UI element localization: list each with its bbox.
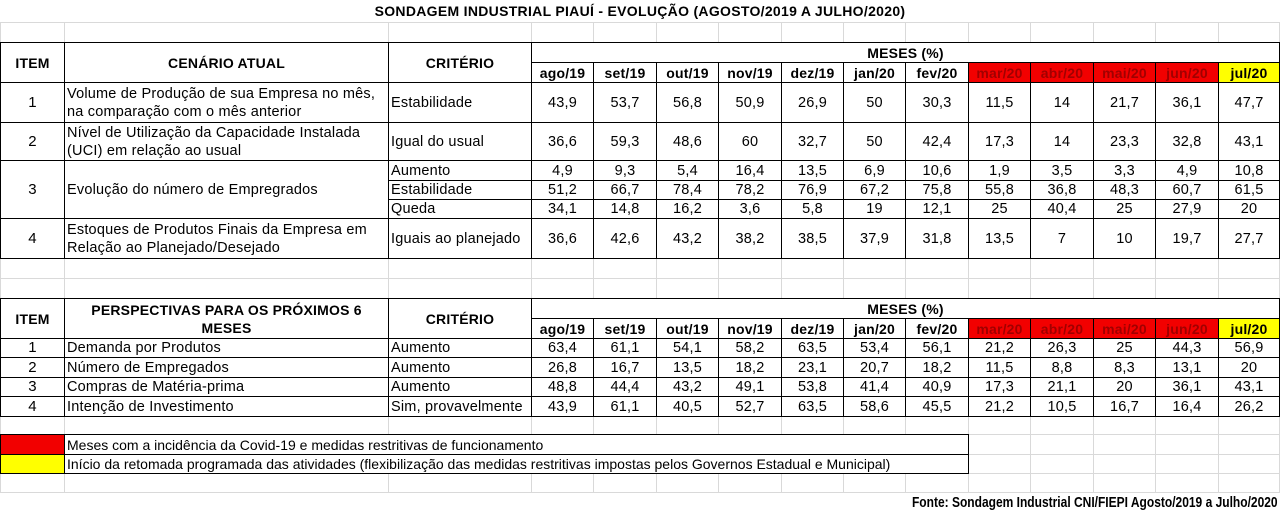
table1-item-number: 1 xyxy=(0,82,65,123)
table2-month-header: set/19 xyxy=(593,318,657,339)
table2-value-cell: 36,1 xyxy=(1155,377,1219,397)
table2-value-cell: 58,6 xyxy=(843,396,906,417)
table1-header-scenario-line: CENÁRIO ATUAL xyxy=(168,54,285,71)
table2-value-cell: 13,1 xyxy=(1155,357,1219,378)
table1-criterion-cell: Aumento xyxy=(388,160,532,181)
table1-value-cell: 27,7 xyxy=(1218,218,1280,259)
table2-value-cell: 20,7 xyxy=(843,357,906,378)
table1-criterion-cell: Iguais ao planejado xyxy=(388,218,532,259)
table2-value-cell: 63,5 xyxy=(781,396,844,417)
table1-value-cell: 55,8 xyxy=(968,180,1031,200)
table2-criterion-cell: Aumento xyxy=(388,338,532,358)
table1-value-cell: 14 xyxy=(1030,122,1094,161)
table2-value-cell: 20 xyxy=(1218,357,1280,378)
table1-month-header: jan/20 xyxy=(843,62,906,83)
table2-value-cell: 58,2 xyxy=(718,338,782,358)
table1-value-cell: 61,5 xyxy=(1218,180,1280,200)
table1-value-cell: 10 xyxy=(1093,218,1156,259)
table2-value-cell: 11,5 xyxy=(968,357,1031,378)
table1-item-number: 3 xyxy=(0,160,65,219)
table1-value-cell: 67,2 xyxy=(843,180,906,200)
table2-month-header: nov/19 xyxy=(718,318,782,339)
table1-scenario-line: Volume de Produção de sua Empresa no mês, xyxy=(67,85,376,102)
table1-value-cell: 20 xyxy=(1218,199,1280,219)
table1-header-criterion: CRITÉRIO xyxy=(388,42,532,83)
table2-header-scenario-line: PERSPECTIVAS PARA OS PRÓXIMOS 6 xyxy=(91,301,362,318)
table1-value-cell: 1,9 xyxy=(968,160,1031,181)
table1-value-cell: 17,3 xyxy=(968,122,1031,161)
table1-value-cell: 26,9 xyxy=(781,82,844,123)
table1-value-cell: 48,3 xyxy=(1093,180,1156,200)
table1-value-cell: 25 xyxy=(1093,199,1156,219)
table2-value-cell: 20 xyxy=(1093,377,1156,397)
table1-value-cell: 48,6 xyxy=(656,122,719,161)
table1-criterion-cell: Queda xyxy=(388,199,532,219)
table2-value-cell: 17,3 xyxy=(968,377,1031,397)
table2-value-cell: 40,9 xyxy=(905,377,969,397)
table2-value-cell: 16,4 xyxy=(1155,396,1219,417)
table2-value-cell: 53,4 xyxy=(843,338,906,358)
table1-value-cell: 38,5 xyxy=(781,218,844,259)
table1-value-cell: 34,1 xyxy=(531,199,594,219)
table1-value-cell: 37,9 xyxy=(843,218,906,259)
table2-value-cell: 16,7 xyxy=(1093,396,1156,417)
table1-value-cell: 43,9 xyxy=(531,82,594,123)
legend-text: Início da retomada programada das atividades (flexibilização das medidas restritivas impostas pelos Governos Estadual e Municipal) xyxy=(64,454,969,474)
table2-item-number: 4 xyxy=(0,396,65,417)
table2-month-header: abr/20 xyxy=(1030,318,1094,339)
table1-value-cell: 27,9 xyxy=(1155,199,1219,219)
table2-value-cell: 41,4 xyxy=(843,377,906,397)
table1-value-cell: 25 xyxy=(968,199,1031,219)
legend-swatch xyxy=(0,454,65,474)
table2-value-cell: 53,8 xyxy=(781,377,844,397)
table2-scenario-cell xyxy=(64,377,389,397)
table1-value-cell: 36,6 xyxy=(531,218,594,259)
table1-scenario-cell xyxy=(64,218,389,259)
table2-value-cell: 26,3 xyxy=(1030,338,1094,358)
table2-value-cell: 13,5 xyxy=(656,357,719,378)
table1-value-cell: 4,9 xyxy=(531,160,594,181)
table1-header-months: MESES (%) xyxy=(531,42,1280,63)
table1-value-cell: 47,7 xyxy=(1218,82,1280,123)
table2-month-header: dez/19 xyxy=(781,318,844,339)
table1-value-cell: 10,6 xyxy=(905,160,969,181)
table2-value-cell: 61,1 xyxy=(593,396,657,417)
table1-value-cell: 51,2 xyxy=(531,180,594,200)
table1-value-cell: 14 xyxy=(1030,82,1094,123)
table1-month-header: mai/20 xyxy=(1093,62,1156,83)
table1-criterion-cell: Estabilidade xyxy=(388,180,532,200)
table1-value-cell: 30,3 xyxy=(905,82,969,123)
table1-scenario-cell xyxy=(64,82,389,123)
table1-value-cell: 59,3 xyxy=(593,122,657,161)
table1-criterion-cell: Igual do usual xyxy=(388,122,532,161)
table1-value-cell: 36,6 xyxy=(531,122,594,161)
table2-value-cell: 44,4 xyxy=(593,377,657,397)
table1-value-cell: 3,5 xyxy=(1030,160,1094,181)
table2-header-criterion: CRITÉRIO xyxy=(388,298,532,339)
table1-month-header: nov/19 xyxy=(718,62,782,83)
table1-value-cell: 66,7 xyxy=(593,180,657,200)
table1-month-header: fev/20 xyxy=(905,62,969,83)
table2-item-number: 3 xyxy=(0,377,65,397)
table2-value-cell: 23,1 xyxy=(781,357,844,378)
table1-month-header: jun/20 xyxy=(1155,62,1219,83)
table1-value-cell: 60 xyxy=(718,122,782,161)
table1-value-cell: 3,3 xyxy=(1093,160,1156,181)
table1-value-cell: 42,4 xyxy=(905,122,969,161)
table1-value-cell: 50 xyxy=(843,122,906,161)
table1-month-header: abr/20 xyxy=(1030,62,1094,83)
table2-month-header: out/19 xyxy=(656,318,719,339)
table1-month-header: jul/20 xyxy=(1218,62,1280,83)
table1-value-cell: 43,1 xyxy=(1218,122,1280,161)
table2-value-cell: 21,2 xyxy=(968,396,1031,417)
table1-item-number: 2 xyxy=(0,122,65,161)
table1-value-cell: 56,8 xyxy=(656,82,719,123)
table1-header-scenario xyxy=(64,42,389,83)
table1-value-cell: 36,8 xyxy=(1030,180,1094,200)
table2-scenario-line: Intenção de Investimento xyxy=(67,398,234,415)
table1-value-cell: 78,4 xyxy=(656,180,719,200)
table1-value-cell: 16,4 xyxy=(718,160,782,181)
table1-value-cell: 7 xyxy=(1030,218,1094,259)
table2-value-cell: 63,4 xyxy=(531,338,594,358)
table1-value-cell: 40,4 xyxy=(1030,199,1094,219)
table2-header-months: MESES (%) xyxy=(531,298,1280,319)
table1-month-header: mar/20 xyxy=(968,62,1031,83)
table2-value-cell: 56,9 xyxy=(1218,338,1280,358)
table2-value-cell: 49,1 xyxy=(718,377,782,397)
table1-value-cell: 16,2 xyxy=(656,199,719,219)
table2-month-header: jun/20 xyxy=(1155,318,1219,339)
table2-value-cell: 18,2 xyxy=(718,357,782,378)
table1-value-cell: 60,7 xyxy=(1155,180,1219,200)
source-note: Fonte: Sondagem Industrial CNI/FIEPI Agosto/2019 a Julho/2020 xyxy=(911,493,1278,511)
table1-value-cell: 75,8 xyxy=(905,180,969,200)
table1-scenario-line: Evolução do número de Empregrados xyxy=(67,181,318,198)
table1-value-cell: 32,8 xyxy=(1155,122,1219,161)
table1-value-cell: 9,3 xyxy=(593,160,657,181)
table2-value-cell: 21,1 xyxy=(1030,377,1094,397)
table1-month-header: set/19 xyxy=(593,62,657,83)
table2-value-cell: 8,8 xyxy=(1030,357,1094,378)
table1-value-cell: 14,8 xyxy=(593,199,657,219)
table2-month-header: mai/20 xyxy=(1093,318,1156,339)
table1-scenario-line: Nível de Utilização da Capacidade Instalada xyxy=(67,124,361,141)
table1-month-header: out/19 xyxy=(656,62,719,83)
table1-value-cell: 43,2 xyxy=(656,218,719,259)
table1-value-cell: 11,5 xyxy=(968,82,1031,123)
table1-value-cell: 12,1 xyxy=(905,199,969,219)
table2-scenario-cell xyxy=(64,396,389,417)
table1-value-cell: 19,7 xyxy=(1155,218,1219,259)
table2-value-cell: 45,5 xyxy=(905,396,969,417)
table2-value-cell: 43,2 xyxy=(656,377,719,397)
table1-value-cell: 13,5 xyxy=(968,218,1031,259)
legend-text: Meses com a incidência da Covid-19 e medidas restritivas de funcionamento xyxy=(64,434,969,455)
table1-value-cell: 5,4 xyxy=(656,160,719,181)
table2-value-cell: 26,8 xyxy=(531,357,594,378)
table1-scenario-line: Estoques de Produtos Finais da Empresa em xyxy=(67,221,367,238)
report-title: SONDAGEM INDUSTRIAL PIAUÍ - EVOLUÇÃO (AGOSTO/2019 A JULHO/2020) xyxy=(0,0,1280,22)
table2-scenario-line: Compras de Matéria-prima xyxy=(67,379,245,395)
table1-value-cell: 3,6 xyxy=(718,199,782,219)
table2-header-scenario-line: MESES xyxy=(201,319,252,336)
table1-value-cell: 50,9 xyxy=(718,82,782,123)
table2-scenario-cell xyxy=(64,338,389,358)
table1-value-cell: 53,7 xyxy=(593,82,657,123)
table2-value-cell: 10,5 xyxy=(1030,396,1094,417)
table1-scenario-cell xyxy=(64,160,389,219)
table1-scenario-line: Relação ao Planejado/Desejado xyxy=(67,239,280,256)
table2-criterion-cell: Aumento xyxy=(388,377,532,397)
table1-value-cell: 42,6 xyxy=(593,218,657,259)
table2-value-cell: 56,1 xyxy=(905,338,969,358)
table2-header-item: ITEM xyxy=(0,298,65,339)
table1-value-cell: 19 xyxy=(843,199,906,219)
table2-value-cell: 16,7 xyxy=(593,357,657,378)
table1-value-cell: 10,8 xyxy=(1218,160,1280,181)
table1-value-cell: 31,8 xyxy=(905,218,969,259)
table1-value-cell: 38,2 xyxy=(718,218,782,259)
table1-value-cell: 13,5 xyxy=(781,160,844,181)
table2-value-cell: 18,2 xyxy=(905,357,969,378)
table2-value-cell: 52,7 xyxy=(718,396,782,417)
table1-scenario-line: na comparação com o mês anterior xyxy=(67,103,302,120)
table1-value-cell: 6,9 xyxy=(843,160,906,181)
table2-value-cell: 48,8 xyxy=(531,377,594,397)
table1-value-cell: 50 xyxy=(843,82,906,123)
table2-value-cell: 26,2 xyxy=(1218,396,1280,417)
table1-scenario-cell xyxy=(64,122,389,161)
table2-value-cell: 54,1 xyxy=(656,338,719,358)
table1-month-header: ago/19 xyxy=(531,62,594,83)
table1-value-cell: 21,7 xyxy=(1093,82,1156,123)
table1-value-cell: 5,8 xyxy=(781,199,844,219)
table2-header-scenario xyxy=(64,298,389,339)
table1-value-cell: 76,9 xyxy=(781,180,844,200)
table2-value-cell: 25 xyxy=(1093,338,1156,358)
table1-value-cell: 4,9 xyxy=(1155,160,1219,181)
table1-item-number: 4 xyxy=(0,218,65,259)
table1-value-cell: 23,3 xyxy=(1093,122,1156,161)
table1-criterion-cell: Estabilidade xyxy=(388,82,532,123)
table1-value-cell: 36,1 xyxy=(1155,82,1219,123)
table2-month-header: jan/20 xyxy=(843,318,906,339)
legend-swatch xyxy=(0,434,65,455)
table2-criterion-cell: Sim, provavelmente xyxy=(388,396,532,417)
table2-month-header: mar/20 xyxy=(968,318,1031,339)
table2-item-number: 1 xyxy=(0,338,65,358)
table2-value-cell: 40,5 xyxy=(656,396,719,417)
table2-value-cell: 43,1 xyxy=(1218,377,1280,397)
table1-month-header: dez/19 xyxy=(781,62,844,83)
table2-scenario-line: Número de Empregados xyxy=(67,359,229,376)
table2-item-number: 2 xyxy=(0,357,65,378)
table1-header-item: ITEM xyxy=(0,42,65,83)
table2-value-cell: 63,5 xyxy=(781,338,844,358)
table2-scenario-line: Demanda por Produtos xyxy=(67,340,221,356)
table2-value-cell: 44,3 xyxy=(1155,338,1219,358)
table2-month-header: jul/20 xyxy=(1218,318,1280,339)
table1-value-cell: 78,2 xyxy=(718,180,782,200)
table2-criterion-cell: Aumento xyxy=(388,357,532,378)
table2-value-cell: 43,9 xyxy=(531,396,594,417)
table2-month-header: ago/19 xyxy=(531,318,594,339)
table2-month-header: fev/20 xyxy=(905,318,969,339)
table1-value-cell: 32,7 xyxy=(781,122,844,161)
table2-value-cell: 8,3 xyxy=(1093,357,1156,378)
table1-scenario-line: (UCI) em relação ao usual xyxy=(67,142,242,159)
table2-value-cell: 21,2 xyxy=(968,338,1031,358)
table2-scenario-cell xyxy=(64,357,389,378)
table2-value-cell: 61,1 xyxy=(593,338,657,358)
